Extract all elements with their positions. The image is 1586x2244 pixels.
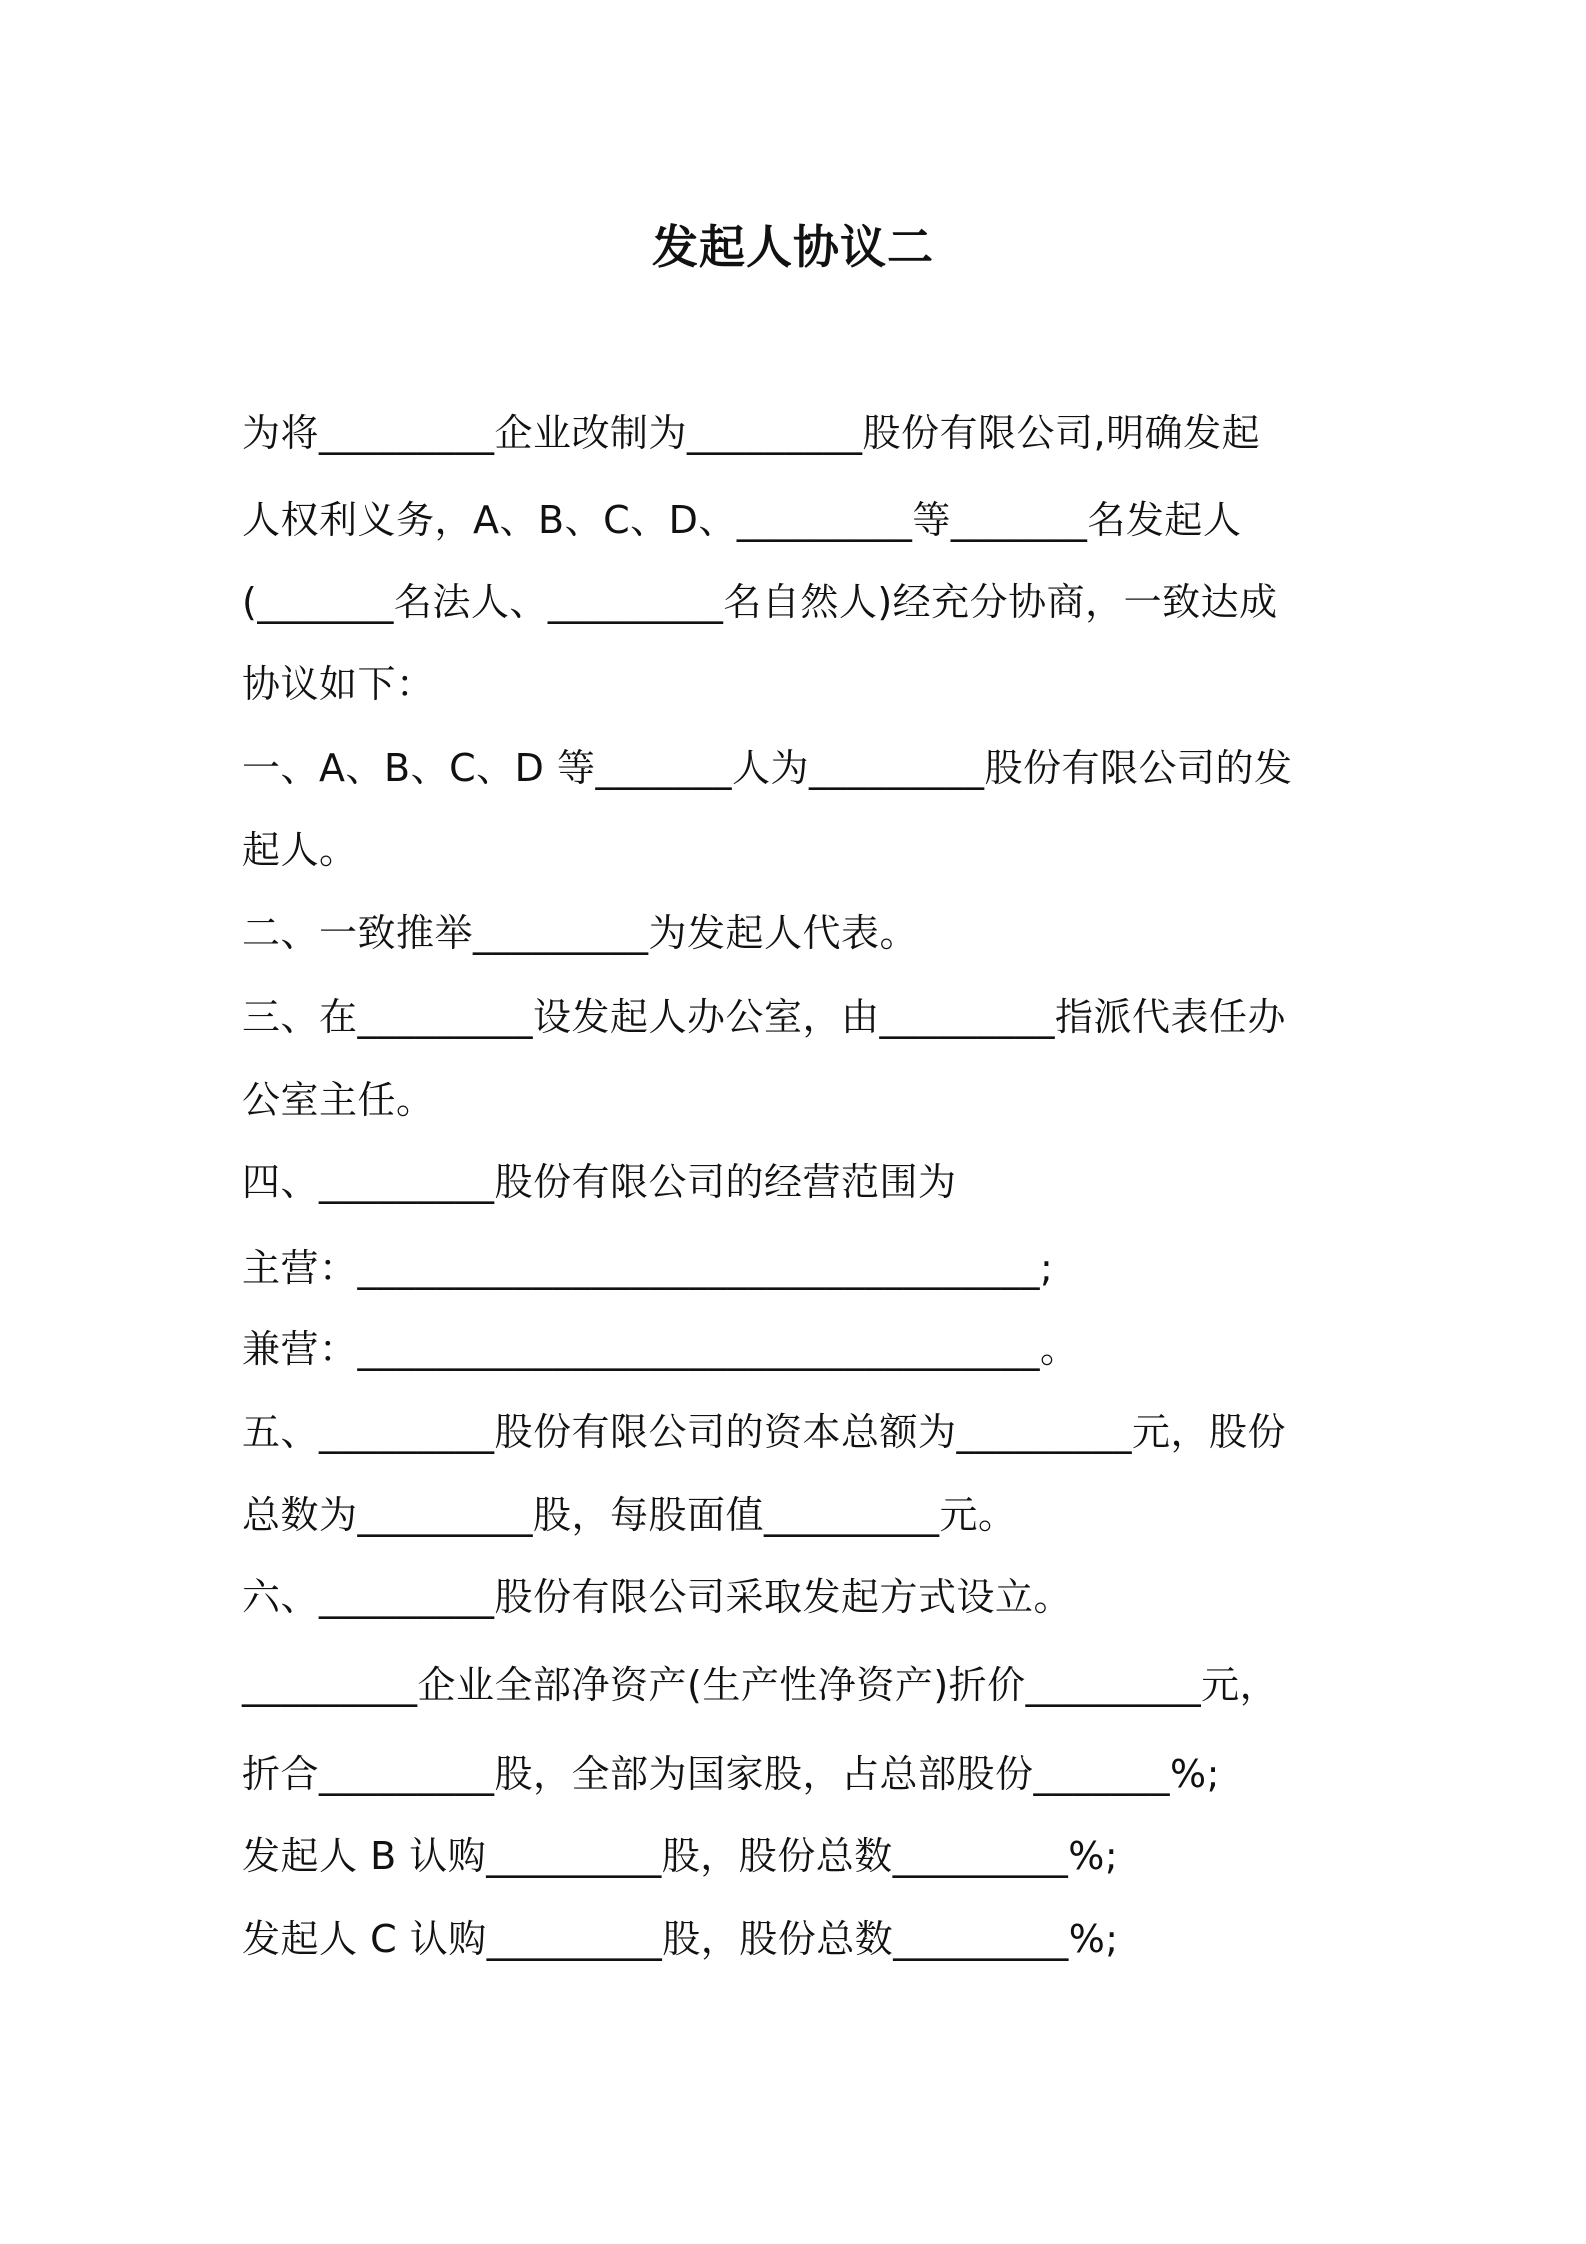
- clause-5-line: 总数为_________股，每股面值_________元。: [242, 1493, 1017, 1537]
- promoter-b-line: 发起人 B 认购_________股，股份总数_________%;: [242, 1834, 1119, 1878]
- clause-3-line: 公室主任。: [242, 1078, 435, 1122]
- net-assets-line: _________企业全部净资产(生产性净资产)折价_________元，: [242, 1663, 1279, 1707]
- clause-5-line: 五、_________股份有限公司的资本总额为_________元，股份: [242, 1410, 1287, 1454]
- clause-1-line: 一、A、B、C、D 等_______人为_________股份有限公司的发: [242, 746, 1293, 790]
- state-shares-line: 折合_________股，全部为国家股，占总部股份_______%;: [242, 1752, 1220, 1796]
- promoter-c-line: 发起人 C 认购_________股，股份总数_________%;: [242, 1917, 1119, 1961]
- main-business-line: 主营：___________________________________;: [242, 1246, 1054, 1290]
- clause-3-line: 三、在_________设发起人办公室，由_________指派代表任办: [242, 995, 1287, 1039]
- paragraph-line: 为将_________企业改制为_________股份有限公司,明确发起: [242, 411, 1261, 455]
- clause-4-line: 四、_________股份有限公司的经营范围为: [242, 1160, 957, 1204]
- paragraph-line: 协议如下：: [242, 662, 435, 706]
- document-title: 发起人协议二: [652, 220, 934, 274]
- side-business-line: 兼营：___________________________________。: [242, 1327, 1079, 1371]
- clause-2-line: 二、一致推举_________为发起人代表。: [242, 911, 919, 955]
- clause-6-line: 六、_________股份有限公司采取发起方式设立。: [242, 1575, 1073, 1619]
- clause-1-line: 起人。: [242, 828, 358, 872]
- paragraph-line: (_______名法人、_________名自然人)经充分协商，一致达成: [242, 580, 1278, 624]
- paragraph-line: 人权利义务，A、B、C、D、_________等_______名发起人: [242, 498, 1242, 542]
